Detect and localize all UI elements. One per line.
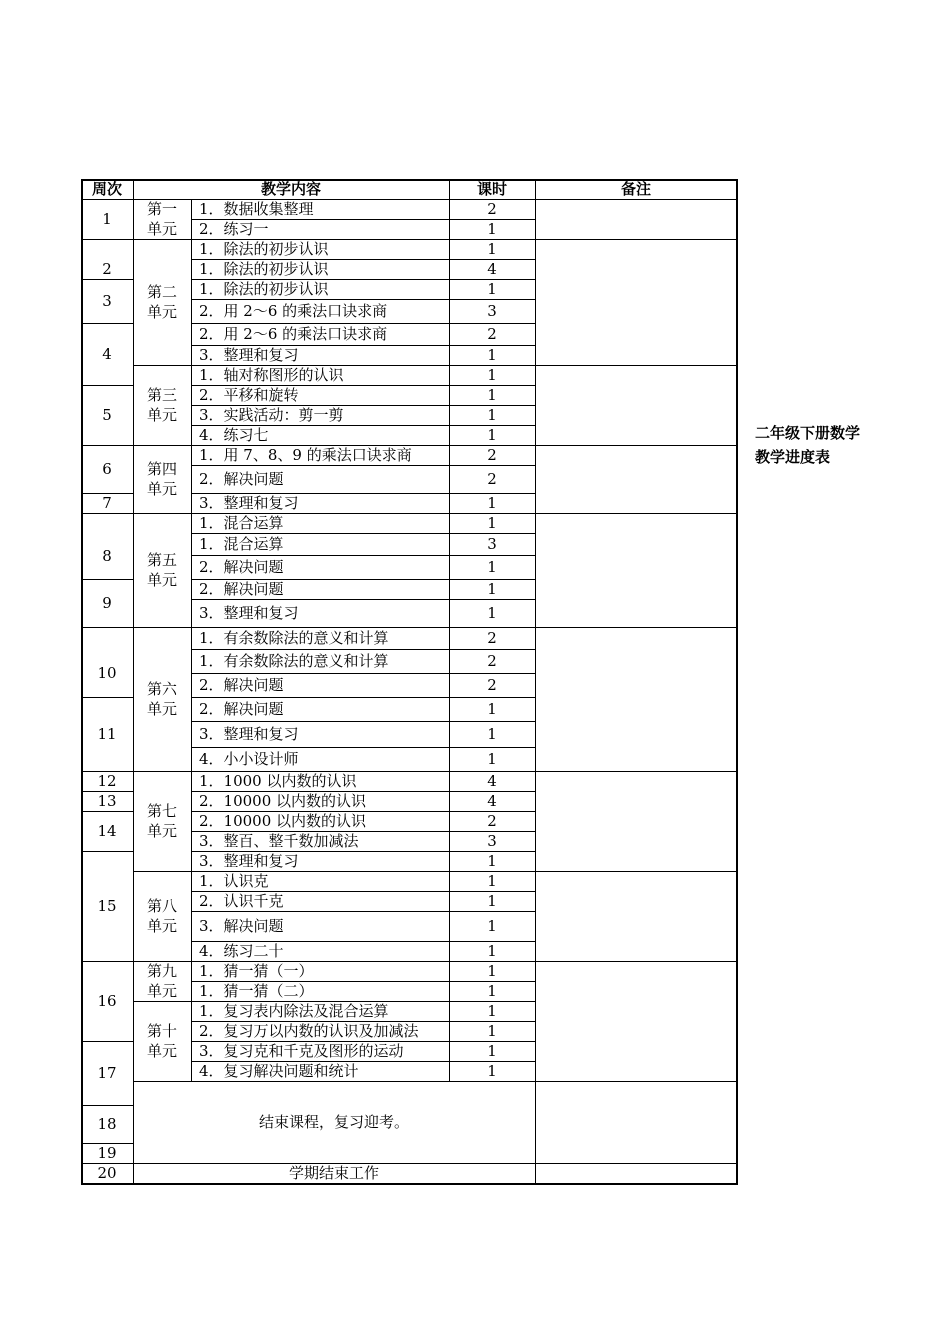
- unit-label: 单元: [146, 916, 177, 935]
- header-week: 周次: [91, 179, 122, 198]
- lesson-title: 1．1000 以内数的认识: [199, 771, 357, 790]
- table-rule: [133, 239, 192, 240]
- lesson-title: 2．解决问题: [199, 557, 284, 576]
- unit-label: 单元: [146, 479, 177, 498]
- unit-label: 单元: [146, 219, 177, 238]
- table-rule: [191, 299, 536, 300]
- lesson-title: 1．轴对称图形的认识: [199, 365, 344, 384]
- lesson-title: 2．10000 以内数的认识: [199, 811, 367, 830]
- week-number: 13: [97, 791, 117, 810]
- lesson-title: 4．练习二十: [199, 941, 284, 960]
- table-rule: [191, 465, 536, 466]
- week-number: 12: [97, 771, 117, 790]
- lesson-hours: 1: [487, 603, 497, 622]
- table-rule: [81, 279, 134, 280]
- lesson-hours: 1: [487, 1021, 497, 1040]
- table-rule: [81, 579, 134, 580]
- lesson-title: 1．除法的初步认识: [199, 239, 329, 258]
- table-rule: [81, 627, 134, 628]
- week-number: 16: [97, 991, 117, 1010]
- table-rule: [535, 871, 738, 872]
- table-rule: [133, 771, 192, 772]
- week-number: 14: [97, 821, 117, 840]
- week-number: 5: [102, 405, 112, 424]
- week-number: 11: [97, 724, 117, 743]
- lesson-title: 2．练习一: [199, 219, 269, 238]
- lesson-hours: 1: [487, 365, 497, 384]
- table-rule: [535, 961, 738, 962]
- lesson-hours: 1: [487, 579, 497, 598]
- lesson-title: 2．解决问题: [199, 469, 284, 488]
- lesson-title: 2．平移和旋转: [199, 385, 299, 404]
- unit-label: 第一: [146, 199, 177, 218]
- lesson-title: 3．整理和复习: [199, 851, 299, 870]
- table-rule: [81, 385, 134, 386]
- table-rule: [81, 1041, 134, 1042]
- lesson-title: 4．复习解决问题和统计: [199, 1061, 359, 1080]
- table-rule: [81, 1184, 134, 1185]
- lesson-hours: 1: [487, 279, 497, 298]
- table-rule: [535, 513, 738, 514]
- lesson-title: 3．整理和复习: [199, 603, 299, 622]
- lesson-title: 1．有余数除法的意义和计算: [199, 628, 389, 647]
- lesson-title: 2．认识千克: [199, 891, 284, 910]
- lesson-title: 1．猜一猜（一）: [199, 961, 314, 980]
- table-rule: [133, 365, 192, 366]
- lesson-hours: 1: [487, 961, 497, 980]
- lesson-title: 2．复习万以内数的认识及加减法: [199, 1021, 419, 1040]
- table-rule: [535, 445, 738, 446]
- lesson-hours: 1: [487, 1001, 497, 1020]
- unit-label: 第三: [146, 385, 177, 404]
- unit-label: 单元: [146, 981, 177, 1000]
- table-rule: [191, 721, 536, 722]
- unit-label: 单元: [146, 699, 177, 718]
- table-rule: [191, 673, 536, 674]
- lesson-title: 2．用 2～6 的乘法口诀求商: [199, 301, 388, 320]
- lesson-hours: 1: [487, 1061, 497, 1080]
- week-number: 1: [102, 209, 112, 228]
- lesson-hours: 4: [487, 771, 497, 790]
- week-number: 18: [97, 1114, 117, 1133]
- document-title: 二年级下册数学教学进度表: [755, 424, 861, 466]
- lesson-title: 2．解决问题: [199, 579, 284, 598]
- table-rule: [81, 961, 134, 962]
- lesson-title: 1．除法的初步认识: [199, 279, 329, 298]
- lesson-hours: 3: [487, 301, 497, 320]
- table-rule: [81, 513, 134, 514]
- lesson-title: 4．小小设计师: [199, 749, 299, 768]
- lesson-title: 2．解决问题: [199, 675, 284, 694]
- table-rule: [81, 1184, 738, 1185]
- table-rule: [133, 513, 192, 514]
- table-rule: [133, 871, 192, 872]
- table-rule: [191, 555, 536, 556]
- unit-label: 第六: [146, 679, 177, 698]
- lesson-hours: 1: [487, 239, 497, 258]
- unit-label: 第四: [146, 459, 177, 478]
- week-number: 10: [97, 663, 117, 682]
- unit-label: 第七: [146, 801, 177, 820]
- lesson-title: 1．猜一猜（二）: [199, 981, 314, 1000]
- table-rule: [535, 239, 738, 240]
- table-rule: [535, 365, 738, 366]
- lesson-title: 4．练习七: [199, 425, 269, 444]
- lesson-title: 1．复习表内除法及混合运算: [199, 1001, 389, 1020]
- lesson-hours: 1: [487, 385, 497, 404]
- lesson-title: 2．用 2～6 的乘法口诀求商: [199, 324, 388, 343]
- table-rule: [81, 1183, 738, 1184]
- lesson-hours: 2: [487, 651, 497, 670]
- week-number: 6: [102, 459, 112, 478]
- lesson-title: 3．整理和复习: [199, 724, 299, 743]
- lesson-title: 3．整理和复习: [199, 345, 299, 364]
- week-number: 19: [97, 1143, 117, 1162]
- lesson-title: 3．实践活动：剪一剪: [199, 405, 344, 424]
- lesson-hours: 1: [487, 219, 497, 238]
- lesson-hours: 1: [487, 941, 497, 960]
- lesson-hours: 2: [487, 811, 497, 830]
- lesson-hours: 3: [487, 534, 497, 553]
- lesson-hours: 1: [487, 981, 497, 1000]
- header-content: 教学内容: [260, 179, 321, 198]
- lesson-hours: 1: [487, 749, 497, 768]
- lesson-hours: 1: [487, 851, 497, 870]
- table-rule: [133, 1001, 192, 1002]
- lesson-title: 1．混合运算: [199, 513, 284, 532]
- table-rule: [191, 697, 536, 698]
- lesson-title: 1．数据收集整理: [199, 199, 314, 218]
- table-rule: [81, 697, 134, 698]
- lesson-title: 1．认识克: [199, 871, 269, 890]
- lesson-hours: 2: [487, 469, 497, 488]
- lesson-hours: 2: [487, 628, 497, 647]
- lesson-title: 3．整理和复习: [199, 493, 299, 512]
- table-rule: [81, 445, 134, 446]
- week-number: 8: [102, 546, 112, 565]
- unit-label: 第十: [146, 1021, 177, 1040]
- lesson-hours: 4: [487, 259, 497, 278]
- unit-label: 单元: [146, 1041, 177, 1060]
- unit-label: 单元: [146, 570, 177, 589]
- table-rule: [191, 747, 536, 748]
- week-number: 7: [102, 493, 112, 512]
- table-rule: [133, 1081, 536, 1082]
- lesson-title: 2．10000 以内数的认识: [199, 791, 367, 810]
- week-number: 17: [97, 1063, 117, 1082]
- table-rule: [191, 649, 536, 650]
- table-rule: [81, 239, 134, 240]
- table-rule: [191, 911, 536, 912]
- lesson-title: 3．解决问题: [199, 916, 284, 935]
- lesson-hours: 2: [487, 445, 497, 464]
- table-rule: [133, 627, 192, 628]
- lesson-hours: 1: [487, 405, 497, 424]
- lesson-hours: 1: [487, 345, 497, 364]
- week-number: 4: [102, 344, 112, 363]
- table-rule: [535, 627, 738, 628]
- week-number: 20: [97, 1164, 117, 1182]
- unit-label: 第五: [146, 550, 177, 569]
- lesson-hours: 1: [487, 699, 497, 718]
- lesson-hours: 1: [487, 1041, 497, 1060]
- table-rule: [535, 179, 536, 1185]
- end-review-note: 结束课程，复习迎考。: [258, 1112, 409, 1131]
- lesson-hours: 1: [487, 493, 497, 512]
- unit-label: 第八: [146, 896, 177, 915]
- lesson-hours: 3: [487, 831, 497, 850]
- lesson-title: 1．混合运算: [199, 534, 284, 553]
- lesson-hours: 1: [487, 724, 497, 743]
- table-rule: [81, 323, 134, 324]
- table-rule: [81, 811, 134, 812]
- header-hours: 课时: [476, 179, 507, 198]
- unit-label: 单元: [146, 821, 177, 840]
- unit-label: 单元: [146, 302, 177, 321]
- header-notes: 备注: [620, 179, 651, 198]
- lesson-hours: 2: [487, 199, 497, 218]
- table-rule: [736, 179, 738, 1185]
- lesson-hours: 1: [487, 557, 497, 576]
- lesson-title: 3．整百、整千数加减法: [199, 831, 359, 850]
- lesson-hours: 1: [487, 513, 497, 532]
- table-rule: [81, 1105, 134, 1106]
- table-rule: [535, 1081, 738, 1082]
- lesson-title: 2．解决问题: [199, 699, 284, 718]
- lesson-title: 1．有余数除法的意义和计算: [199, 651, 389, 670]
- lesson-title: 1．除法的初步认识: [199, 259, 329, 278]
- lesson-hours: 1: [487, 891, 497, 910]
- week-number: 2: [102, 259, 112, 278]
- table-rule: [81, 851, 134, 852]
- lesson-hours: 1: [487, 871, 497, 890]
- lesson-hours: 4: [487, 791, 497, 810]
- lesson-hours: 2: [487, 324, 497, 343]
- lesson-hours: 1: [487, 425, 497, 444]
- lesson-title: 1．用 7、8、9 的乘法口诀求商: [199, 445, 412, 464]
- unit-label: 第九: [146, 961, 177, 980]
- term-end-note: 学期结束工作: [288, 1164, 379, 1182]
- week-number: 15: [97, 896, 117, 915]
- week-number: 3: [102, 291, 112, 310]
- unit-label: 第二: [146, 282, 177, 301]
- lesson-hours: 2: [487, 675, 497, 694]
- table-rule: [191, 599, 536, 600]
- table-rule: [133, 445, 192, 446]
- week-number: 9: [102, 593, 112, 612]
- lesson-title: 3．复习克和千克及图形的运动: [199, 1041, 404, 1060]
- table-rule: [535, 771, 738, 772]
- unit-label: 单元: [146, 405, 177, 424]
- lesson-hours: 1: [487, 916, 497, 935]
